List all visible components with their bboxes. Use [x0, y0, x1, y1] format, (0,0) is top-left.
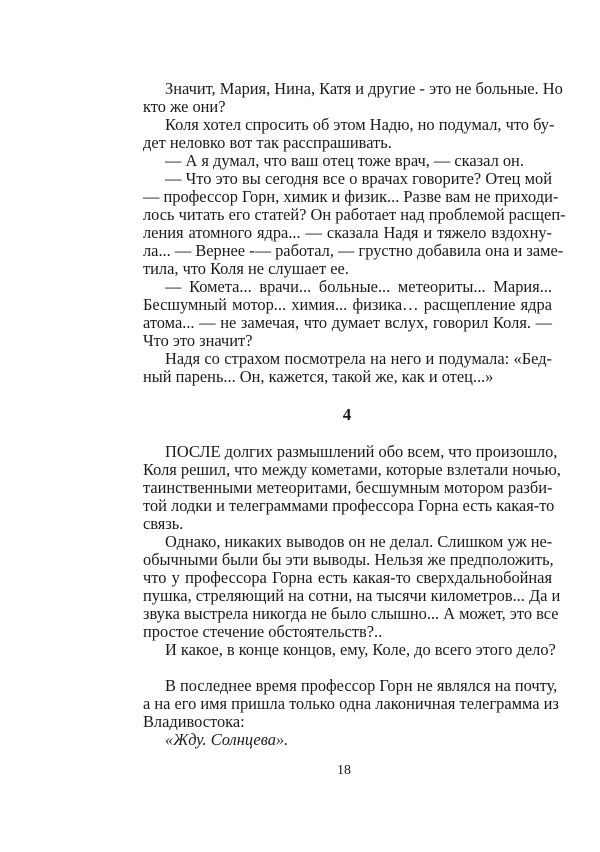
text-line: пушка, стреляющий на сотни, на тысячи километров... Да и [143, 586, 561, 605]
text-line: Надя со страхом посмотрела на него и подумала: «Бед- [165, 349, 552, 368]
text-line: а на его имя пришла только одна лаконичная телеграмма из [143, 694, 559, 713]
text-line: И какое, в конце концов, ему, Коле, до всего этого дело? [165, 640, 556, 659]
text-line: Значит, Мария, Нина, Катя и другие - это не больные. Но [165, 79, 563, 98]
text-line: — Что это вы сегодня все о врачах говорите? Отец мой [165, 169, 552, 188]
text-line: Однако, никаких выводов он не делал. Слишком уж не- [165, 532, 553, 551]
text-line: ный парень... Он, кажется, такой же, как и отец...» [143, 367, 494, 386]
text-line: тила, что Коля не слушает ее. [143, 259, 349, 278]
page-number: 18 [337, 763, 351, 778]
chapter-number: 4 [342, 405, 352, 424]
text-line: той лодки и телеграммами профессора Горна есть какая-то [143, 496, 555, 515]
page-footer [0, 762, 600, 780]
text-line: В последнее время профессор Горн не являлся на почту, [165, 676, 558, 695]
text-line: связь. [143, 514, 184, 533]
text-line: простое стечение обстоятельств?.. [143, 622, 383, 641]
chapter-heading [0, 405, 600, 425]
text-line: — А я думал, что ваш отец тоже врач, — сказал он. [165, 151, 524, 170]
text-line: «Жду. Солнцева». [165, 730, 289, 749]
text-line: Коля решил, что между кометами, которые взлетали ночью, [143, 460, 561, 479]
text-line: дет неловко вот так расспрашивать. [143, 133, 392, 152]
text-line: атома... — не замечая, что думает вслух, говорил Коля. — [143, 313, 552, 332]
text-line: кто же они? [143, 97, 226, 116]
text-line: Коля хотел спросить об этом Надю, но подумал, что бу- [165, 115, 555, 134]
text-line: ПОСЛЕ долгих размышлений обо всем, что произошло, [165, 442, 558, 461]
text-line: Что это значит? [143, 331, 253, 350]
text-line: ла... — Вернее -— работал, — грустно добавила она и заме- [143, 241, 564, 260]
text-line: что у профессора Горна есть какая-то сверхдальнобойная [143, 568, 552, 587]
text-line: — профессор Горн, химик и физик... Разве вам не приходи- [143, 187, 559, 206]
text-line: звука выстрела никогда не было слышно... А может, это все [143, 604, 559, 623]
text-line: ления атомного ядра... — сказала Надя и тяжело вздохну- [143, 223, 552, 242]
text-line: Владивостока: [143, 712, 245, 731]
text-line: обычными были бы эти выводы. Нельзя же предположить, [143, 550, 554, 569]
text-line: таинственными метеоритами, бесшумным мотором разби- [143, 478, 553, 497]
text-line: — Комета... врачи... больные... метеориты... Мария... [165, 277, 552, 296]
text-line: лось читать его статей? Он работает над проблемой расщеп- [143, 205, 566, 224]
text-line: Бесшумный мотор... химия... физика… расщепление ядра [143, 295, 552, 314]
